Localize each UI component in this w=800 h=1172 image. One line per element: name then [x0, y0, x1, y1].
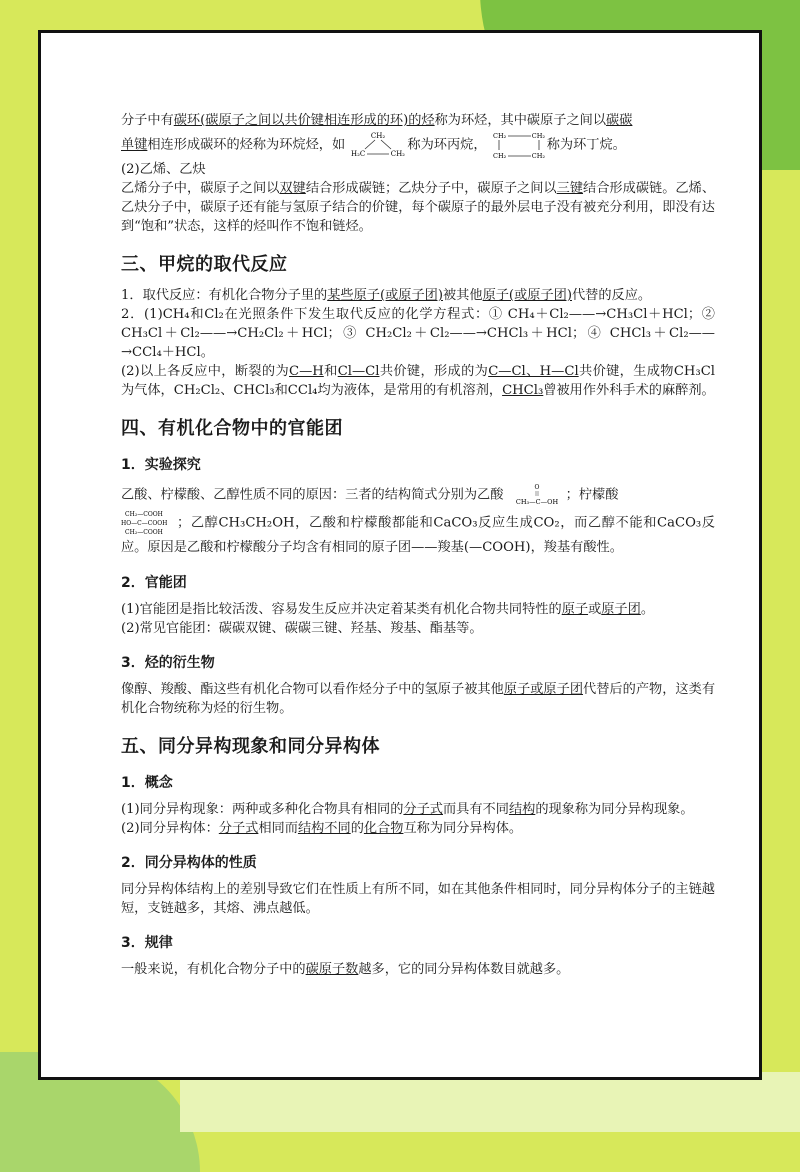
section-title-isomerism: 五、同分异构现象和同分异构体	[121, 736, 380, 757]
paragraph-substitution-equations: 2．(1)CH₄和Cl₂在光照条件下发生取代反应的化学方程式：① CH₄＋Cl₂——→CH₃Cl＋HCl；② CH₃Cl＋Cl₂——→CH₂Cl₂＋HCl；③ CH₂Cl₂＋Cl₂——→CHCl₃＋HCl；④ CHCl₃＋Cl₂——→CCl₄＋HCl。	[121, 307, 715, 360]
svg-text:O: O	[534, 484, 540, 491]
acetic-acid-structure	[508, 482, 566, 508]
cyclopropane-structure	[349, 130, 407, 160]
document-page	[38, 30, 762, 1080]
subsection-title-concept: 1．概念	[121, 775, 173, 791]
paragraph-functional-group-definition: (1)官能团是指比较活泼、容易发生反应并决定着某类有机化合物共同特性的原子或原子团。	[121, 602, 654, 617]
cyclobutane-label-br: CH₂	[531, 152, 545, 160]
paragraph-isomerism-phenomenon: (1)同分异构现象：两种或多种化合物具有相同的分子式而具有不同结构的现象称为同分异构现象。	[121, 802, 694, 817]
citric-acid-structure	[121, 508, 177, 538]
cyclobutane-label-tr: CH₂	[531, 132, 545, 140]
cyclobutane-label-tl: CH₂	[492, 132, 506, 140]
decor-bottom-right	[180, 1072, 800, 1132]
cyclobutane-structure	[491, 130, 547, 160]
paragraph-common-functional-groups: (2)常见官能团：碳碳双键、碳碳三键、羟基、羧基、酯基等。	[121, 621, 483, 636]
citric-acid-line-2: HO—C—COOH	[121, 520, 168, 527]
paragraph-isomer-properties: 同分异构体结构上的差别导致它们在性质上有所不同，如在其他条件相同时，同分异构体分子的主链越短，支链越多，其熔、沸点越低。	[121, 882, 715, 916]
citric-acid-line-1: CH₂—COOH	[125, 511, 163, 518]
paragraph-substitution-definition: 1．取代反应：有机化合物分子里的某些原子(或原子团)被其他原子(或原子团)代替的反应。	[121, 288, 652, 303]
paragraph-experiment: 乙酸、柠檬酸、乙醇性质不同的原因：三者的结构简式分别为乙酸 O CH₃—C—OH ；柠檬酸 CH₂—COOH HO—C—COOH CH₂—COOH ；乙醇CH₃CH₂OH，乙酸和柠檬酸都能和CaCO₃反应生成CO₂，而乙醇不能和CaCO₃反应。原因是乙酸和柠檬酸分子均含有相同的原子团——羧基(—COOH)，羧基有酸性。	[121, 484, 715, 555]
paragraph-bond-breaking: (2)以上各反应中，断裂的为C—H和Cl—Cl共价键，形成的为C—Cl、H—Cl共价键，生成物CH₃Cl为气体，CH₂Cl₂、CHCl₃和CCl₄均为液体，是常用的有机溶剂，CHCl₃曾被用作外科手术的麻醉剂。	[121, 364, 716, 398]
citric-acid-line-3: CH₂—COOH	[125, 529, 163, 536]
section-title-functional-groups: 四、有机化合物中的官能团	[121, 418, 343, 439]
subsection-title-derivatives: 3．烃的衍生物	[121, 655, 215, 671]
cyclopropane-label-top: CH₂	[371, 132, 386, 140]
paragraph-rule: 一般来说，有机化合物分子中的碳原子数越多，它的同分异构体数目就越多。	[121, 962, 570, 977]
subheading-alkene-alkyne: (2)乙烯、乙炔	[121, 162, 206, 177]
paragraph-isomers: (2)同分异构体：分子式相同而结构不同的化合物互称为同分异构体。	[121, 821, 523, 836]
cyclopropane-label-right: CH₂	[391, 150, 406, 158]
subsection-title-isomer-properties: 2．同分异构体的性质	[121, 855, 257, 871]
paragraph-alkene-alkyne: 乙烯分子中，碳原子之间以双键结合形成碳链；乙炔分子中，碳原子之间以三键结合形成碳链。乙烯、乙炔分子中，碳原子还有能与氢原子结合的价键，每个碳原子的最外层电子没有被充分利用，即没有达到“饱和”状态，这样的烃叫作不饱和链烃。	[121, 181, 716, 234]
subsection-title-rule: 3．规律	[121, 935, 173, 951]
section-title-methane-substitution: 三、甲烷的取代反应	[121, 254, 288, 275]
subsection-title-experiment: 1．实验探究	[121, 457, 201, 473]
paragraph-ring-hydrocarbon: 分子中有碳环(碳原子之间以共价键相连形成的环)的烃称为环烃，其中碳原子之间以碳碳 单键相连形成碳环的烃称为环烷烃，如 CH₂ H₂C CH₂ 称为环丙烷， CH₂ CH₂ CH₂ CH₂ 称为环丁烷。	[121, 113, 633, 160]
cyclobutane-label-bl: CH₂	[492, 152, 506, 160]
subsection-title-functional-group: 2．官能团	[121, 575, 187, 591]
paragraph-derivatives: 像醇、羧酸、酯这些有机化合物可以看作烃分子中的氢原子被其他原子或原子团代替后的产物，这类有机化合物统称为烃的衍生物。	[121, 682, 716, 716]
cyclopropane-label-left: H₂C	[351, 150, 366, 158]
acetic-acid-formula: CH₃—C—OH	[515, 498, 558, 506]
